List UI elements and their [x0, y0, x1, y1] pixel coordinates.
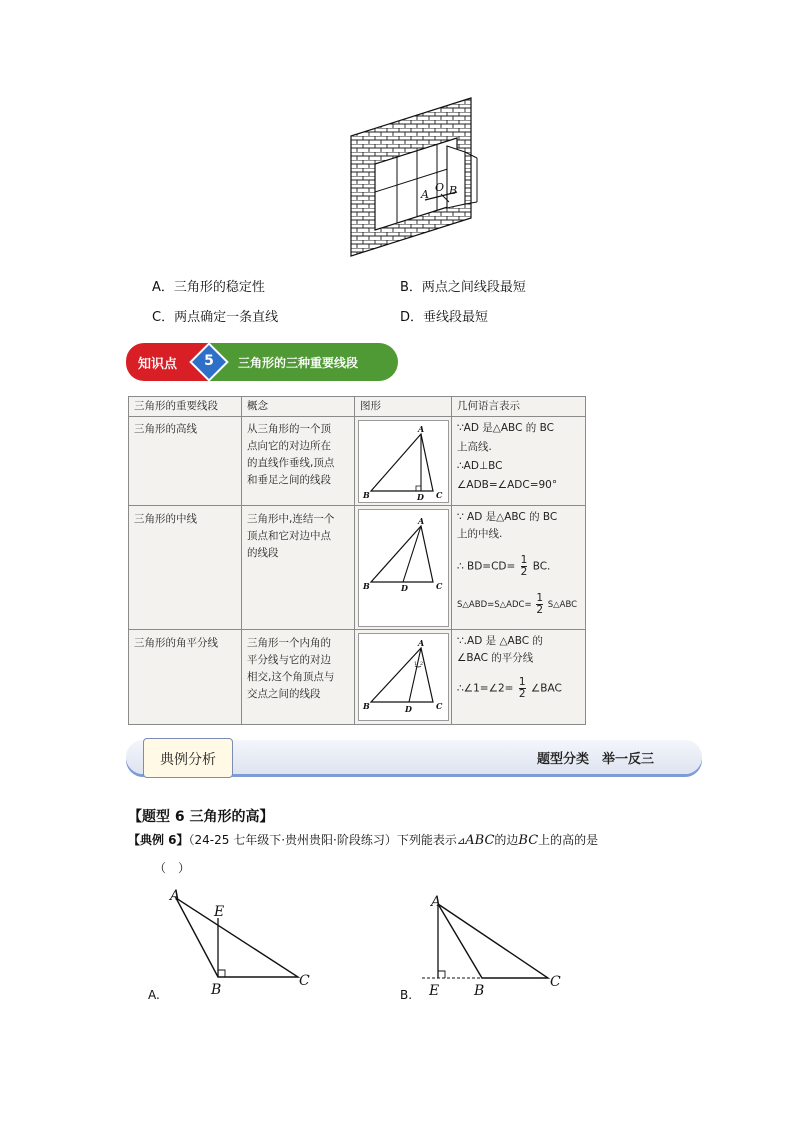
fig-a-label-a: A: [170, 888, 181, 904]
table-header-geometry: 几何语言表示: [457, 400, 520, 412]
figure-label-o: O: [435, 181, 445, 194]
figure-label-a: A: [421, 188, 429, 201]
median-figure: [358, 509, 449, 627]
bisector-figure: [358, 633, 449, 721]
knowledge-title: 三角形的三种重要线段: [238, 356, 359, 370]
fig-b-label-e: E: [429, 983, 440, 999]
row-bisector-name: 三角形的角平分线: [134, 637, 218, 649]
fig-b-option: B.: [400, 988, 413, 1002]
fig-b-label-c: C: [550, 974, 561, 990]
svg-text:B: B: [363, 701, 370, 711]
row-bisector-geometry: ∵.AD 是 △ABC 的 ∠BAC 的平分线 ∴∠1=∠2= $\frac{1}{2}$ ∠BAC: [457, 635, 562, 700]
fig-b-label-b: B: [474, 983, 485, 999]
svg-text:A: A: [418, 638, 425, 648]
option-c[interactable]: C．两点确定一条直线: [152, 310, 279, 325]
table-header-figure: 图形: [360, 400, 381, 412]
figure-label-b: B: [449, 184, 458, 197]
knowledge-tag-label: 知识点: [138, 357, 178, 372]
svg-text:A: A: [418, 424, 425, 434]
altitude-figure: [358, 420, 449, 503]
row-median-name: 三角形的中线: [134, 513, 197, 525]
question-type-title: 【题型 6 三角形的高】: [128, 809, 274, 825]
row-median-geometry: ∵ AD 是△ABC 的 BC 上的中线. ∴ BD=CD= $\frac{1}{2}$ BC. S△ABD=S△ADC= $\frac{1}{2}$ S△ABC: [457, 511, 578, 616]
example-analysis-label: 典例分析: [160, 752, 216, 768]
wall-window-figure: [345, 96, 485, 258]
svg-text:D: D: [405, 704, 412, 714]
svg-text:A: A: [418, 516, 425, 526]
svg-text:B: B: [363, 490, 370, 500]
row-bisector-concept: 三角形一个内角的 平分线与它的对边 相交,这个角顶点与 交点之间的线段: [247, 637, 335, 700]
question-types-label: 题型分类 举一反三: [537, 752, 655, 767]
fig-a-label-c: C: [299, 973, 310, 989]
three-segments-table: [128, 396, 586, 725]
fig-a-label-e: E: [214, 904, 225, 920]
example-6-source: （24-25 七年级下·贵州贵阳·阶段练习）: [188, 833, 397, 847]
row-altitude-name: 三角形的高线: [134, 423, 197, 435]
row-altitude-concept: 从三角形的一个顶 点向它的对边所在 的直线作垂线,顶点 和垂足之间的线段: [247, 423, 335, 486]
example-6-prefix: 【典例 6】: [128, 833, 189, 847]
answer-figure-b[interactable]: [396, 890, 586, 1004]
example-6-question: 【典例 6】（24-25 七年级下·贵州贵阳·阶段练习）下列能表示⊿ABC的边BC上的高的是: [128, 833, 599, 848]
svg-text:C: C: [436, 701, 443, 711]
row-altitude-geometry: ∵AD 是△ABC 的 BC 上高线. ∴AD⊥BC ∠ADB=∠ADC=90°: [457, 422, 558, 491]
knowledge-number: 5: [204, 353, 214, 369]
example-analysis-label-box: [143, 738, 233, 778]
answer-figure-a[interactable]: [144, 886, 334, 1004]
option-a[interactable]: A．三角形的稳定性: [152, 280, 265, 295]
svg-text:2: 2: [420, 661, 424, 667]
fig-a-label-b: B: [211, 982, 222, 998]
knowledge-title-box: [208, 343, 398, 381]
knowledge-point-banner: [126, 340, 398, 384]
svg-text:C: C: [436, 490, 443, 500]
fig-a-option: A.: [148, 988, 160, 1002]
svg-text:D: D: [417, 492, 424, 502]
table-header-concept: 概念: [247, 400, 268, 412]
option-b[interactable]: B．两点之间线段最短: [400, 280, 526, 295]
row-median-concept: 三角形中,连结一个 顶点和它对边中点 的线段: [247, 513, 335, 559]
table-header-segment: 三角形的重要线段: [134, 400, 218, 412]
svg-text:B: B: [363, 581, 370, 591]
svg-text:1: 1: [414, 661, 418, 667]
svg-text:D: D: [401, 583, 408, 593]
knowledge-number-badge: [190, 343, 228, 381]
answer-parenthesis: （ ）: [154, 861, 191, 875]
fig-b-label-a: A: [431, 894, 442, 910]
option-d[interactable]: D．垂线段最短: [400, 310, 489, 325]
svg-text:C: C: [436, 581, 443, 591]
